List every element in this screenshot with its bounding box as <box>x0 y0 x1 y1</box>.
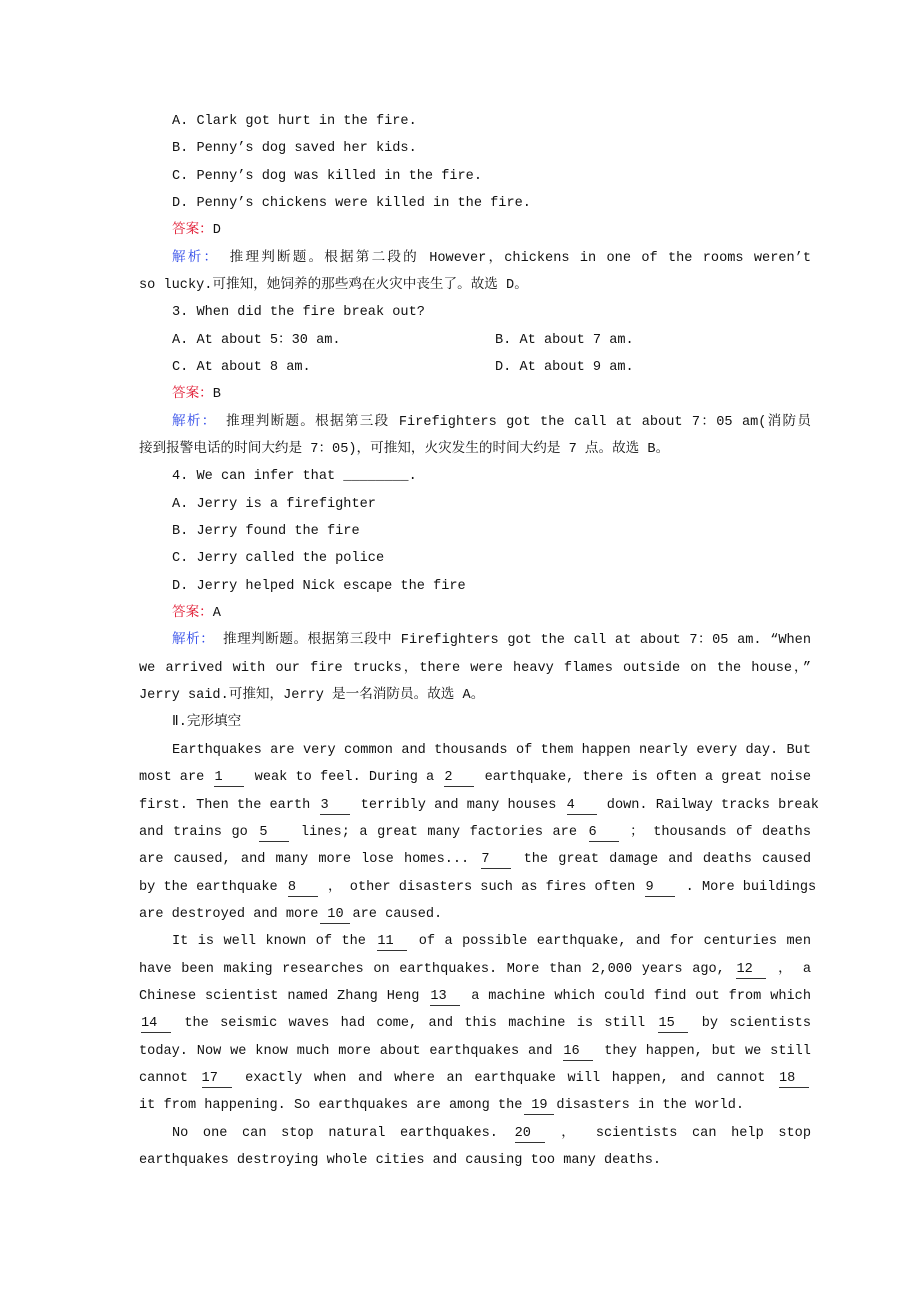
text-segment: today. Now we know much more about earthquakes and <box>139 1043 553 1059</box>
text-segment: C. Jerry called the police <box>172 551 385 567</box>
analysis-label: 解析： <box>172 414 217 430</box>
text-segment: down. Railway tracks break <box>606 797 819 813</box>
cloze-blank: 4 <box>567 797 597 815</box>
text-line <box>139 686 811 706</box>
text-segment: C. Penny’s dog was killed in the fire. <box>172 168 482 184</box>
text-line <box>139 440 811 460</box>
text-segment: Earthquakes are very common and thousands of them happen nearly every day. But <box>172 742 811 758</box>
cloze-blank: 1 <box>214 769 244 787</box>
text-line <box>172 1124 811 1144</box>
analysis-label: 解析： <box>172 250 220 266</box>
text-segment: cannot <box>139 1070 188 1086</box>
text-segment: the seismic waves had come, and this machine is still <box>184 1016 646 1032</box>
cloze-blank: 20 <box>515 1125 545 1143</box>
text-segment: . More buildings <box>685 879 817 895</box>
text-line <box>172 385 811 405</box>
cloze-blank: 18 <box>779 1070 809 1088</box>
text-line <box>139 1096 811 1116</box>
text-segment: terribly and many houses <box>360 797 557 813</box>
option-left: A. At about 5：30 am. <box>172 332 341 348</box>
text-line <box>139 987 811 1007</box>
option-right: B. At about 7 am. <box>495 332 634 348</box>
text-line <box>172 467 811 487</box>
text-segment: are destroyed and more <box>139 906 319 922</box>
text-segment: by scientists <box>701 1016 811 1032</box>
text-segment: first. Then the earth <box>139 797 311 813</box>
text-segment: the great damage and deaths caused <box>523 852 811 868</box>
text-line <box>172 112 811 132</box>
cloze-blank: 17 <box>202 1070 232 1088</box>
answer-label: 答案： <box>172 223 213 239</box>
text-segment: ， other disasters such as fires often <box>328 879 636 895</box>
text-segment: are caused. <box>352 906 443 922</box>
text-line <box>139 960 811 980</box>
text-line <box>172 932 811 952</box>
text-segment: 接到报警电话的时间大约是 7：05)，可推知，火灾发生的时间大约是 7 点。故选 B。 <box>139 442 670 458</box>
option-left: C. At about 8 am. <box>172 360 311 376</box>
text-line <box>172 549 811 569</box>
text-line <box>172 167 811 187</box>
text-segment: have been making researches on earthquakes. More than 2,000 years ago, <box>139 961 725 977</box>
text-segment: ， scientists can help stop <box>561 1125 811 1141</box>
text-line <box>172 139 811 159</box>
text-segment: most are <box>139 770 205 786</box>
analysis-label: 解析： <box>172 633 215 649</box>
text-line <box>139 1069 811 1089</box>
text-line <box>172 303 811 323</box>
text-segment: disasters in the world. <box>556 1098 745 1114</box>
text-segment: a machine which could find out from which <box>471 988 811 1004</box>
text-line <box>172 249 811 269</box>
answer-label: 答案： <box>172 606 213 622</box>
cloze-blank: 16 <box>563 1043 593 1061</box>
text-segment: so lucky.可推知，她饲养的那些鸡在火灾中丧生了。故选 D。 <box>139 278 528 294</box>
text-line <box>172 495 811 515</box>
cloze-blank: 12 <box>736 961 766 979</box>
text-segment: are caused, and many more lose homes... <box>139 852 470 868</box>
text-segment: B. Penny’s dog saved her kids. <box>172 141 417 157</box>
text-line <box>172 522 811 542</box>
text-segment: No one can stop natural earthquakes. <box>172 1125 498 1141</box>
cloze-blank: 10 <box>320 906 350 924</box>
text-segment: 4. We can infer that ________. <box>172 469 417 485</box>
text-segment: A <box>212 606 221 622</box>
text-line <box>172 194 811 214</box>
text-segment: 3. When did the fire break out? <box>172 305 425 321</box>
text-segment: B. Jerry found the fire <box>172 524 360 540</box>
text-line <box>172 221 811 241</box>
text-segment: D <box>212 223 221 239</box>
cloze-blank: 11 <box>377 933 407 951</box>
text-line <box>139 276 811 296</box>
text-segment: weak to feel. During a <box>254 770 435 786</box>
text-segment: ， a <box>778 961 811 977</box>
text-line <box>139 905 811 925</box>
text-segment: they happen, but we still <box>604 1043 811 1059</box>
text-segment: 推理判断题。根据第三段中 Firefighters got the call at about 7：05 am. “When <box>222 633 811 649</box>
text-line <box>172 577 811 597</box>
text-segment: 推理判断题。根据第二段的 However，chickens in one of the rooms weren’t <box>229 250 811 266</box>
cloze-blank: 9 <box>645 879 675 897</box>
text-segment: Jerry said.可推知，Jerry 是一名消防员。故选 A。 <box>139 688 485 704</box>
text-line <box>139 796 819 816</box>
text-segment: It is well known of the <box>172 934 366 950</box>
text-segment: exactly when and where an earthquake will happen, and cannot <box>245 1070 766 1086</box>
cloze-blank: 7 <box>481 851 511 869</box>
cloze-blank: 5 <box>259 824 289 842</box>
text-line <box>139 1151 811 1171</box>
text-line <box>172 631 811 651</box>
text-line <box>172 604 811 624</box>
text-line <box>139 659 811 679</box>
text-segment: 推理判断题。根据第三段 Firefighters got the call at about 7：05 am(消防员 <box>226 414 811 430</box>
text-line <box>139 850 811 870</box>
text-segment: Ⅱ.完形填空 <box>172 715 242 731</box>
text-line <box>172 358 811 378</box>
text-line <box>139 1014 811 1034</box>
text-line <box>139 823 811 843</box>
text-segment: earthquake, there is often a great noise <box>484 770 811 786</box>
text-segment: B <box>212 387 221 403</box>
text-line <box>172 331 811 351</box>
cloze-blank: 3 <box>320 797 350 815</box>
text-segment: D. Penny’s chickens were killed in the fire. <box>172 196 531 212</box>
text-segment: D. Jerry helped Nick escape the fire <box>172 578 466 594</box>
cloze-blank: 8 <box>288 879 318 897</box>
text-line <box>172 741 811 761</box>
text-segment: by the earthquake <box>139 879 278 895</box>
text-segment: lines; a great many factories are <box>300 824 577 840</box>
text-segment: Chinese scientist named Zhang Heng <box>139 988 420 1004</box>
text-line <box>139 1042 811 1062</box>
text-segment: of a possible earthquake, and for centuries men <box>418 934 811 950</box>
text-segment: A. Jerry is a firefighter <box>172 496 376 512</box>
text-line <box>172 713 811 733</box>
text-segment: and trains go <box>139 824 248 840</box>
cloze-blank: 19 <box>524 1097 554 1115</box>
cloze-blank: 14 <box>141 1015 171 1033</box>
text-line <box>172 413 811 433</box>
option-right: D. At about 9 am. <box>495 360 634 376</box>
text-line <box>139 878 817 898</box>
text-segment: it from happening. So earthquakes are among the <box>139 1098 523 1114</box>
cloze-blank: 15 <box>658 1015 688 1033</box>
text-segment: ； thousands of deaths <box>630 824 811 840</box>
text-line <box>139 768 811 788</box>
cloze-blank: 2 <box>444 769 474 787</box>
cloze-blank: 13 <box>430 988 460 1006</box>
text-segment: earthquakes destroying whole cities and causing too many deaths. <box>139 1152 662 1168</box>
text-segment: we arrived with our fire trucks，there were heavy flames outside on the house，” <box>139 660 811 676</box>
text-segment: A. Clark got hurt in the fire. <box>172 114 417 129</box>
answer-label: 答案： <box>172 387 213 403</box>
cloze-blank: 6 <box>589 824 619 842</box>
